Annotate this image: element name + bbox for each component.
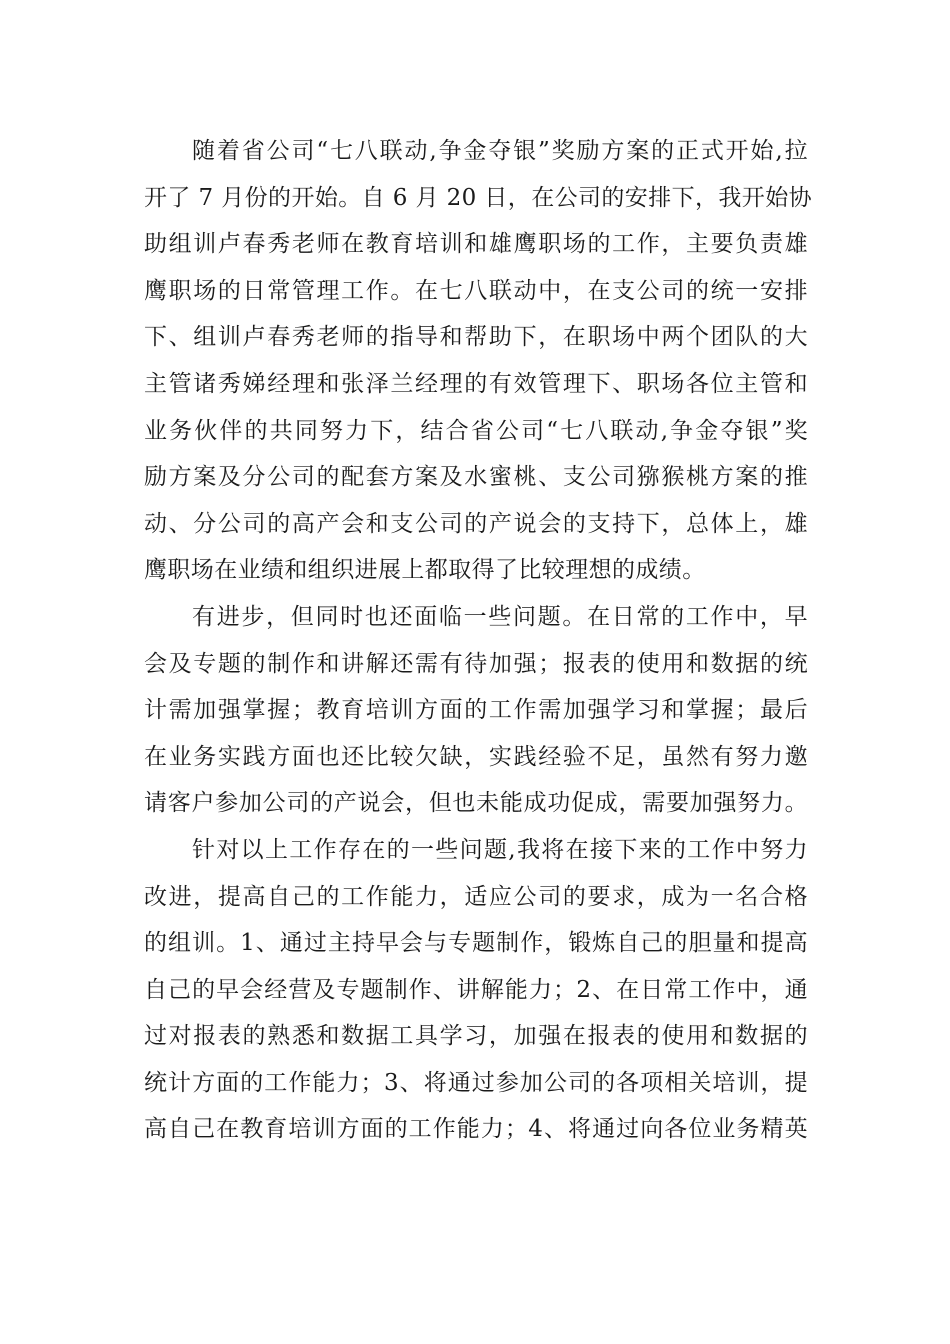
- text-line: 的组训。1、通过主持早会与专题制作，锻炼自己的胆量和提高: [144, 930, 808, 957]
- paragraph-2: [144, 594, 808, 827]
- text-line: 针对以上工作存在的一些问题,我将在接下来的工作中努力: [192, 836, 808, 863]
- text-line: 高自己在教育培训方面的工作能力；4、将通过向各位业务精英: [144, 1116, 808, 1143]
- text-line: 鹰职场的日常管理工作。在七八联动中，在支公司的统一安排: [144, 277, 808, 304]
- text-line: 下、组训卢春秀老师的指导和帮助下，在职场中两个团队的大: [144, 324, 808, 351]
- text-line: 过对报表的熟悉和数据工具学习，加强在报表的使用和数据的: [144, 1023, 808, 1050]
- text-line: 鹰职场在业绩和组织进展上都取得了比较理想的成绩。: [144, 557, 706, 584]
- document-body: [144, 128, 812, 1153]
- text-line: 动、分公司的高产会和支公司的产说会的支持下，总体上，雄: [144, 510, 808, 537]
- text-line: 会及专题的制作和讲解还需有待加强；报表的使用和数据的统: [144, 650, 808, 677]
- text-line: 有进步，但同时也还面临一些问题。在日常的工作中，早: [192, 603, 808, 630]
- text-line: 随着省公司“七八联动,争金夺银”奖励方案的正式开始,拉: [192, 138, 808, 164]
- text-line: 统计方面的工作能力；3、将通过参加公司的各项相关培训，提: [144, 1069, 808, 1096]
- text-line: 助组训卢春秀老师在教育培训和雄鹰职场的工作，主要负责雄: [144, 231, 808, 258]
- text-line: 自己的早会经营及专题制作、讲解能力；2、在日常工作中，通: [144, 976, 808, 1003]
- paragraph-1: [144, 128, 812, 594]
- text-line: 计需加强掌握；教育培训方面的工作需加强学习和掌握；最后: [144, 697, 808, 724]
- text-line: 改进，提高自己的工作能力，适应公司的要求，成为一名合格: [144, 883, 808, 910]
- text-line: 请客户参加公司的产说会，但也未能成功促成，需要加强努力。: [144, 790, 808, 817]
- text-line: 在业务实践方面也还比较欠缺，实践经验不足，虽然有努力邀: [144, 743, 808, 770]
- text-line: 主管诸秀娣经理和张泽兰经理的有效管理下、职场各位主管和: [144, 370, 808, 397]
- text-line: 业务伙伴的共同努力下，结合省公司“七八联动,争金夺银”奖: [144, 417, 808, 444]
- paragraph-3: [144, 827, 808, 1153]
- text-line: 开了 7 月份的开始。自 6 月 20 日，在公司的安排下，我开始协: [144, 184, 812, 211]
- text-line: 励方案及分公司的配套方案及水蜜桃、支公司猕猴桃方案的推: [144, 464, 808, 491]
